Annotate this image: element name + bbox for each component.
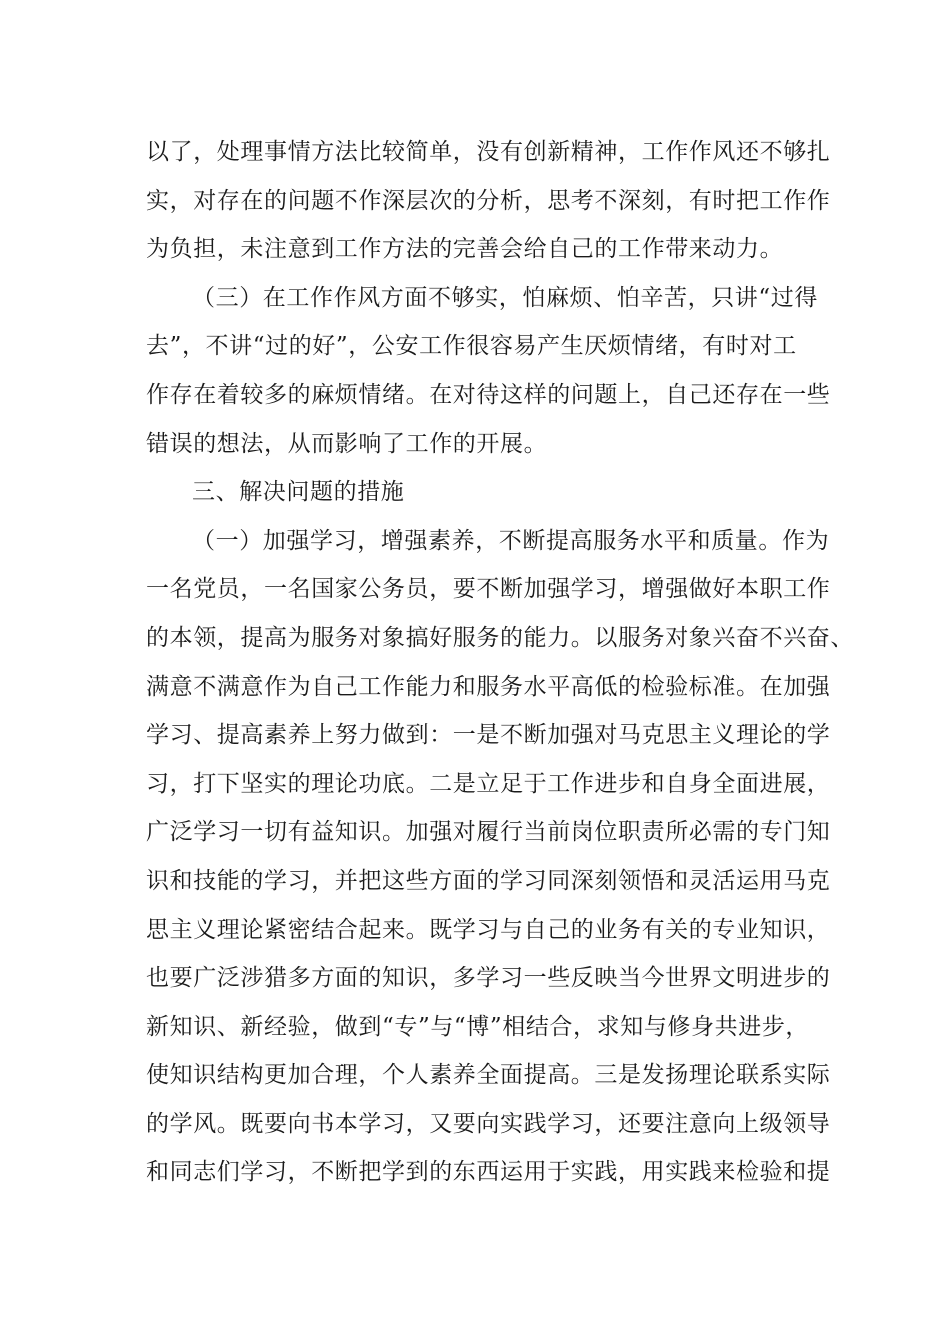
text-line: 学习、提高素养上努力做到：一是不断加强对马克思主义理论的学	[146, 722, 831, 749]
text-line: 新知识、新经验，做到“专”与“博”相结合，求知与修身共进步，	[146, 1013, 810, 1040]
text-line: 满意不满意作为自己工作能力和服务水平高低的检验标准。在加强	[146, 673, 831, 700]
text-line: 也要广泛涉猎多方面的知识，多学习一些反映当今世界文明进步的	[146, 965, 831, 992]
text-line: 为负担，未注意到工作方法的完善会给自己的工作带来动力。	[146, 236, 784, 263]
text-line: 错误的想法，从而影响了工作的开展。	[146, 430, 548, 457]
text-line: 一名党员，一名国家公务员，要不断加强学习，增强做好本职工作	[146, 576, 831, 603]
text-line: 三、解决问题的措施	[192, 479, 405, 506]
text-line: （一）加强学习，增强素养，不断提高服务水平和质量。作为	[192, 527, 830, 554]
text-line: 的本领，提高为服务对象搞好服务的能力。以服务对象兴奋不兴奋、	[146, 624, 854, 651]
text-line: 作存在着较多的麻烦情绪。在对待这样的问题上，自己还存在一些	[146, 381, 831, 408]
text-line: 广泛学习一切有益知识。加强对履行当前岗位职责所必需的专门知	[146, 819, 831, 846]
text-line: 以了，处理事情方法比较简单，没有创新精神，工作作风还不够扎	[146, 139, 831, 165]
body-text	[146, 128, 854, 1197]
text-line: 去”，不讲“过的好”，公安工作很容易产生厌烦情绪，有时对工	[146, 333, 797, 360]
text-line: 实，对存在的问题不作深层次的分析，思考不深刻，有时把工作作	[146, 187, 831, 214]
text-line: 思主义理论紧密结合起来。既学习与自己的业务有关的专业知识，	[146, 916, 831, 943]
text-line: 习，打下坚实的理论功底。二是立足于工作进步和自身全面进展，	[146, 770, 831, 797]
text-line: 使知识结构更加合理，个人素养全面提高。三是发扬理论联系实际	[146, 1062, 831, 1089]
text-line: 识和技能的学习，并把这些方面的学习同深刻领悟和灵活运用马克	[146, 867, 831, 894]
text-line: （三）在工作作风方面不够实，怕麻烦、怕辛苦，只讲“过得	[192, 284, 818, 311]
text-line: 和同志们学习，不断把学到的东西运用于实践，用实践来检验和提	[146, 1159, 831, 1186]
text-line: 的学风。既要向书本学习，又要向实践学习，还要注意向上级领导	[146, 1110, 831, 1137]
